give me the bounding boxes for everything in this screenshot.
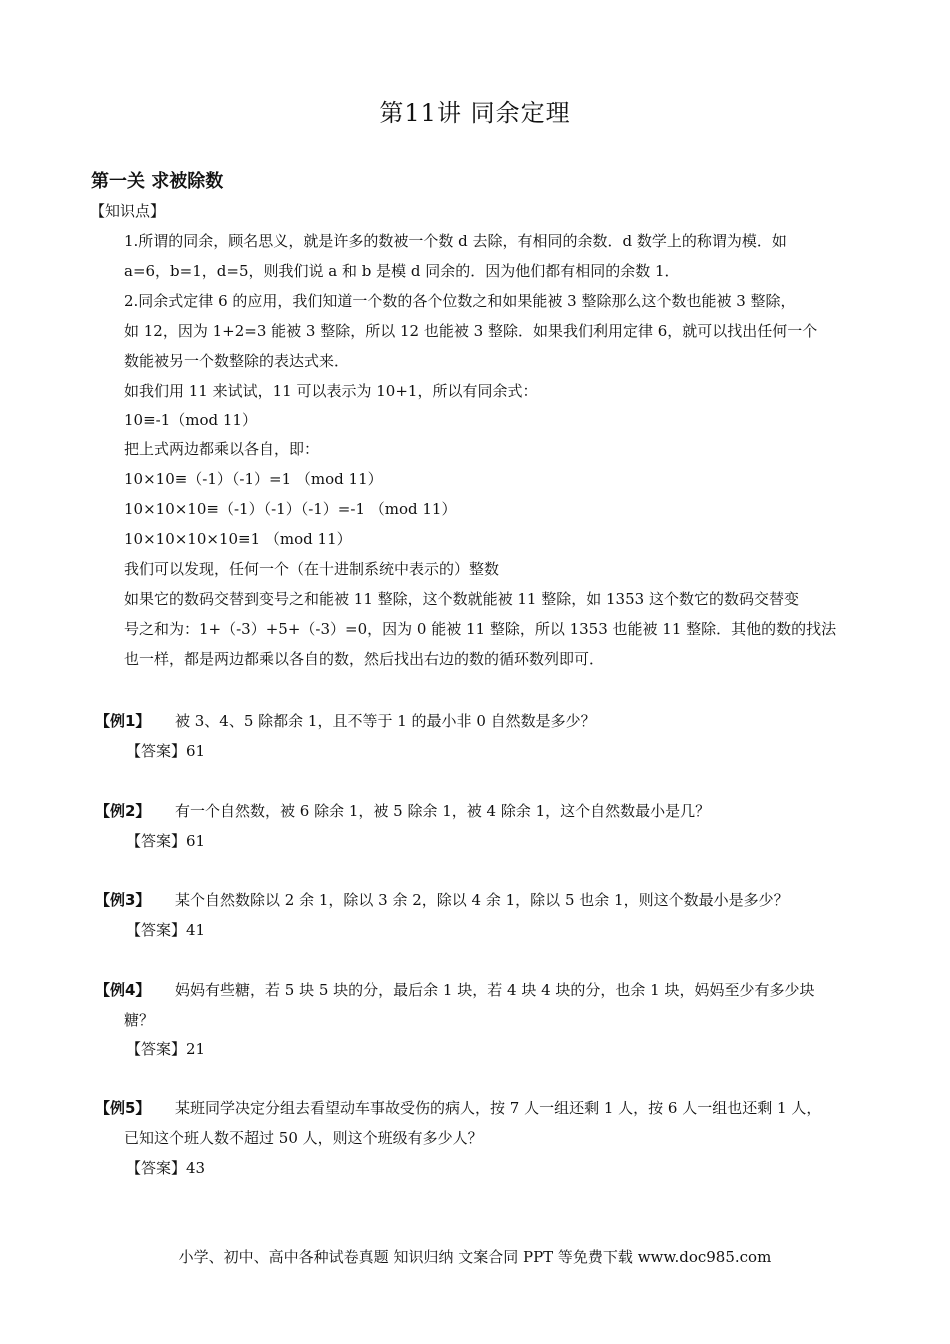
- knowledge-label: 【知识点】: [90, 202, 166, 220]
- example-label: 【例4】: [95, 981, 151, 999]
- example-question: 某个自然数除以 2 余 1，除以 3 余 2，除以 4 余 1，除以 5 也余 1，则这个数最小是多少？: [175, 891, 789, 909]
- knowledge-line: 如 12，因为 1+2=3 能被 3 整除，所以 12 也能被 3 整除．如果我们利用定律 6，就可以找出任何一个: [124, 322, 818, 340]
- example-label: 【例1】: [95, 712, 151, 730]
- knowledge-line: 如我们用 11 来试试，11 可以表示为 10+1，所以有同余式：: [124, 382, 538, 400]
- knowledge-line: 把上式两边都乘以各自，即：: [124, 440, 320, 458]
- example-label: 【例3】: [95, 891, 151, 909]
- example-answer: 【答案】61: [126, 742, 206, 760]
- knowledge-line: 10×10×10×10≡1 （mod 11）: [124, 530, 352, 548]
- example-question: 妈妈有些糖，若 5 块 5 块的分，最后余 1 块，若 4 块 4 块的分，也余 1 块，妈妈至少有多少块: [175, 981, 815, 999]
- example-label: 【例2】: [95, 802, 151, 820]
- knowledge-line: 如果它的数码交替到变号之和能被 11 整除，这个数就能被 11 整除，如 1353 这个数它的数码交替变: [124, 590, 799, 608]
- example-answer: 【答案】41: [126, 921, 206, 939]
- example-question: 被 3、4、5 除都余 1，且不等于 1 的最小非 0 自然数是多少？: [175, 712, 596, 730]
- knowledge-line: 号之和为：1+（-3）+5+（-3）=0，因为 0 能被 11 整除，所以 1353 也能被 11 整除．其他的数的找法: [124, 620, 837, 638]
- example-question-cont: 已知这个班人数不超过 50 人，则这个班级有多少人？: [124, 1129, 483, 1147]
- example-answer: 【答案】21: [126, 1040, 206, 1058]
- knowledge-line: 我们可以发现，任何一个（在十进制系统中表示的）整数: [124, 560, 500, 578]
- example-question: 某班同学决定分组去看望动车事故受伤的病人，按 7 人一组还剩 1 人，按 6 人一组也还剩 1 人，: [175, 1099, 822, 1117]
- example-answer: 【答案】61: [126, 832, 206, 850]
- knowledge-line: 10×10×10≡（-1）（-1）（-1）=-1 （mod 11）: [124, 500, 457, 518]
- knowledge-line: 10≡-1（mod 11）: [124, 411, 257, 429]
- page-title: 第11讲 同余定理: [379, 99, 571, 127]
- example-label: 【例5】: [95, 1099, 151, 1117]
- knowledge-line: 2.同余式定律 6 的应用，我们知道一个数的各个位数之和如果能被 3 整除那么这个数也能被 3 整除，: [124, 292, 796, 310]
- example-question: 有一个自然数，被 6 除余 1，被 5 除余 1，被 4 除余 1，这个自然数最小是几？: [175, 802, 711, 820]
- example-answer: 【答案】43: [126, 1159, 206, 1177]
- section-heading: 第一关 求被除数: [91, 171, 224, 192]
- knowledge-line: 1.所谓的同余，顾名思义，就是许多的数被一个数 d 去除，有相同的余数．d 数学上的称谓为模．如: [124, 232, 787, 250]
- page-footer: 小学、初中、高中各种试卷真题 知识归纳 文案合同 PPT 等免费下载 www.doc985.com: [178, 1248, 772, 1266]
- knowledge-line: 也一样，都是两边都乘以各自的数，然后找出右边的数的循环数列即可．: [124, 650, 605, 668]
- knowledge-line: a=6，b=1，d=5，则我们说 a 和 b 是模 d 同余的．因为他们都有相同的余数 1．: [124, 262, 680, 280]
- knowledge-line: 10×10≡（-1）（-1）=1 （mod 11）: [124, 470, 383, 488]
- knowledge-line: 数能被另一个数整除的表达式来．: [124, 352, 350, 370]
- example-question-cont: 糖？: [124, 1011, 155, 1029]
